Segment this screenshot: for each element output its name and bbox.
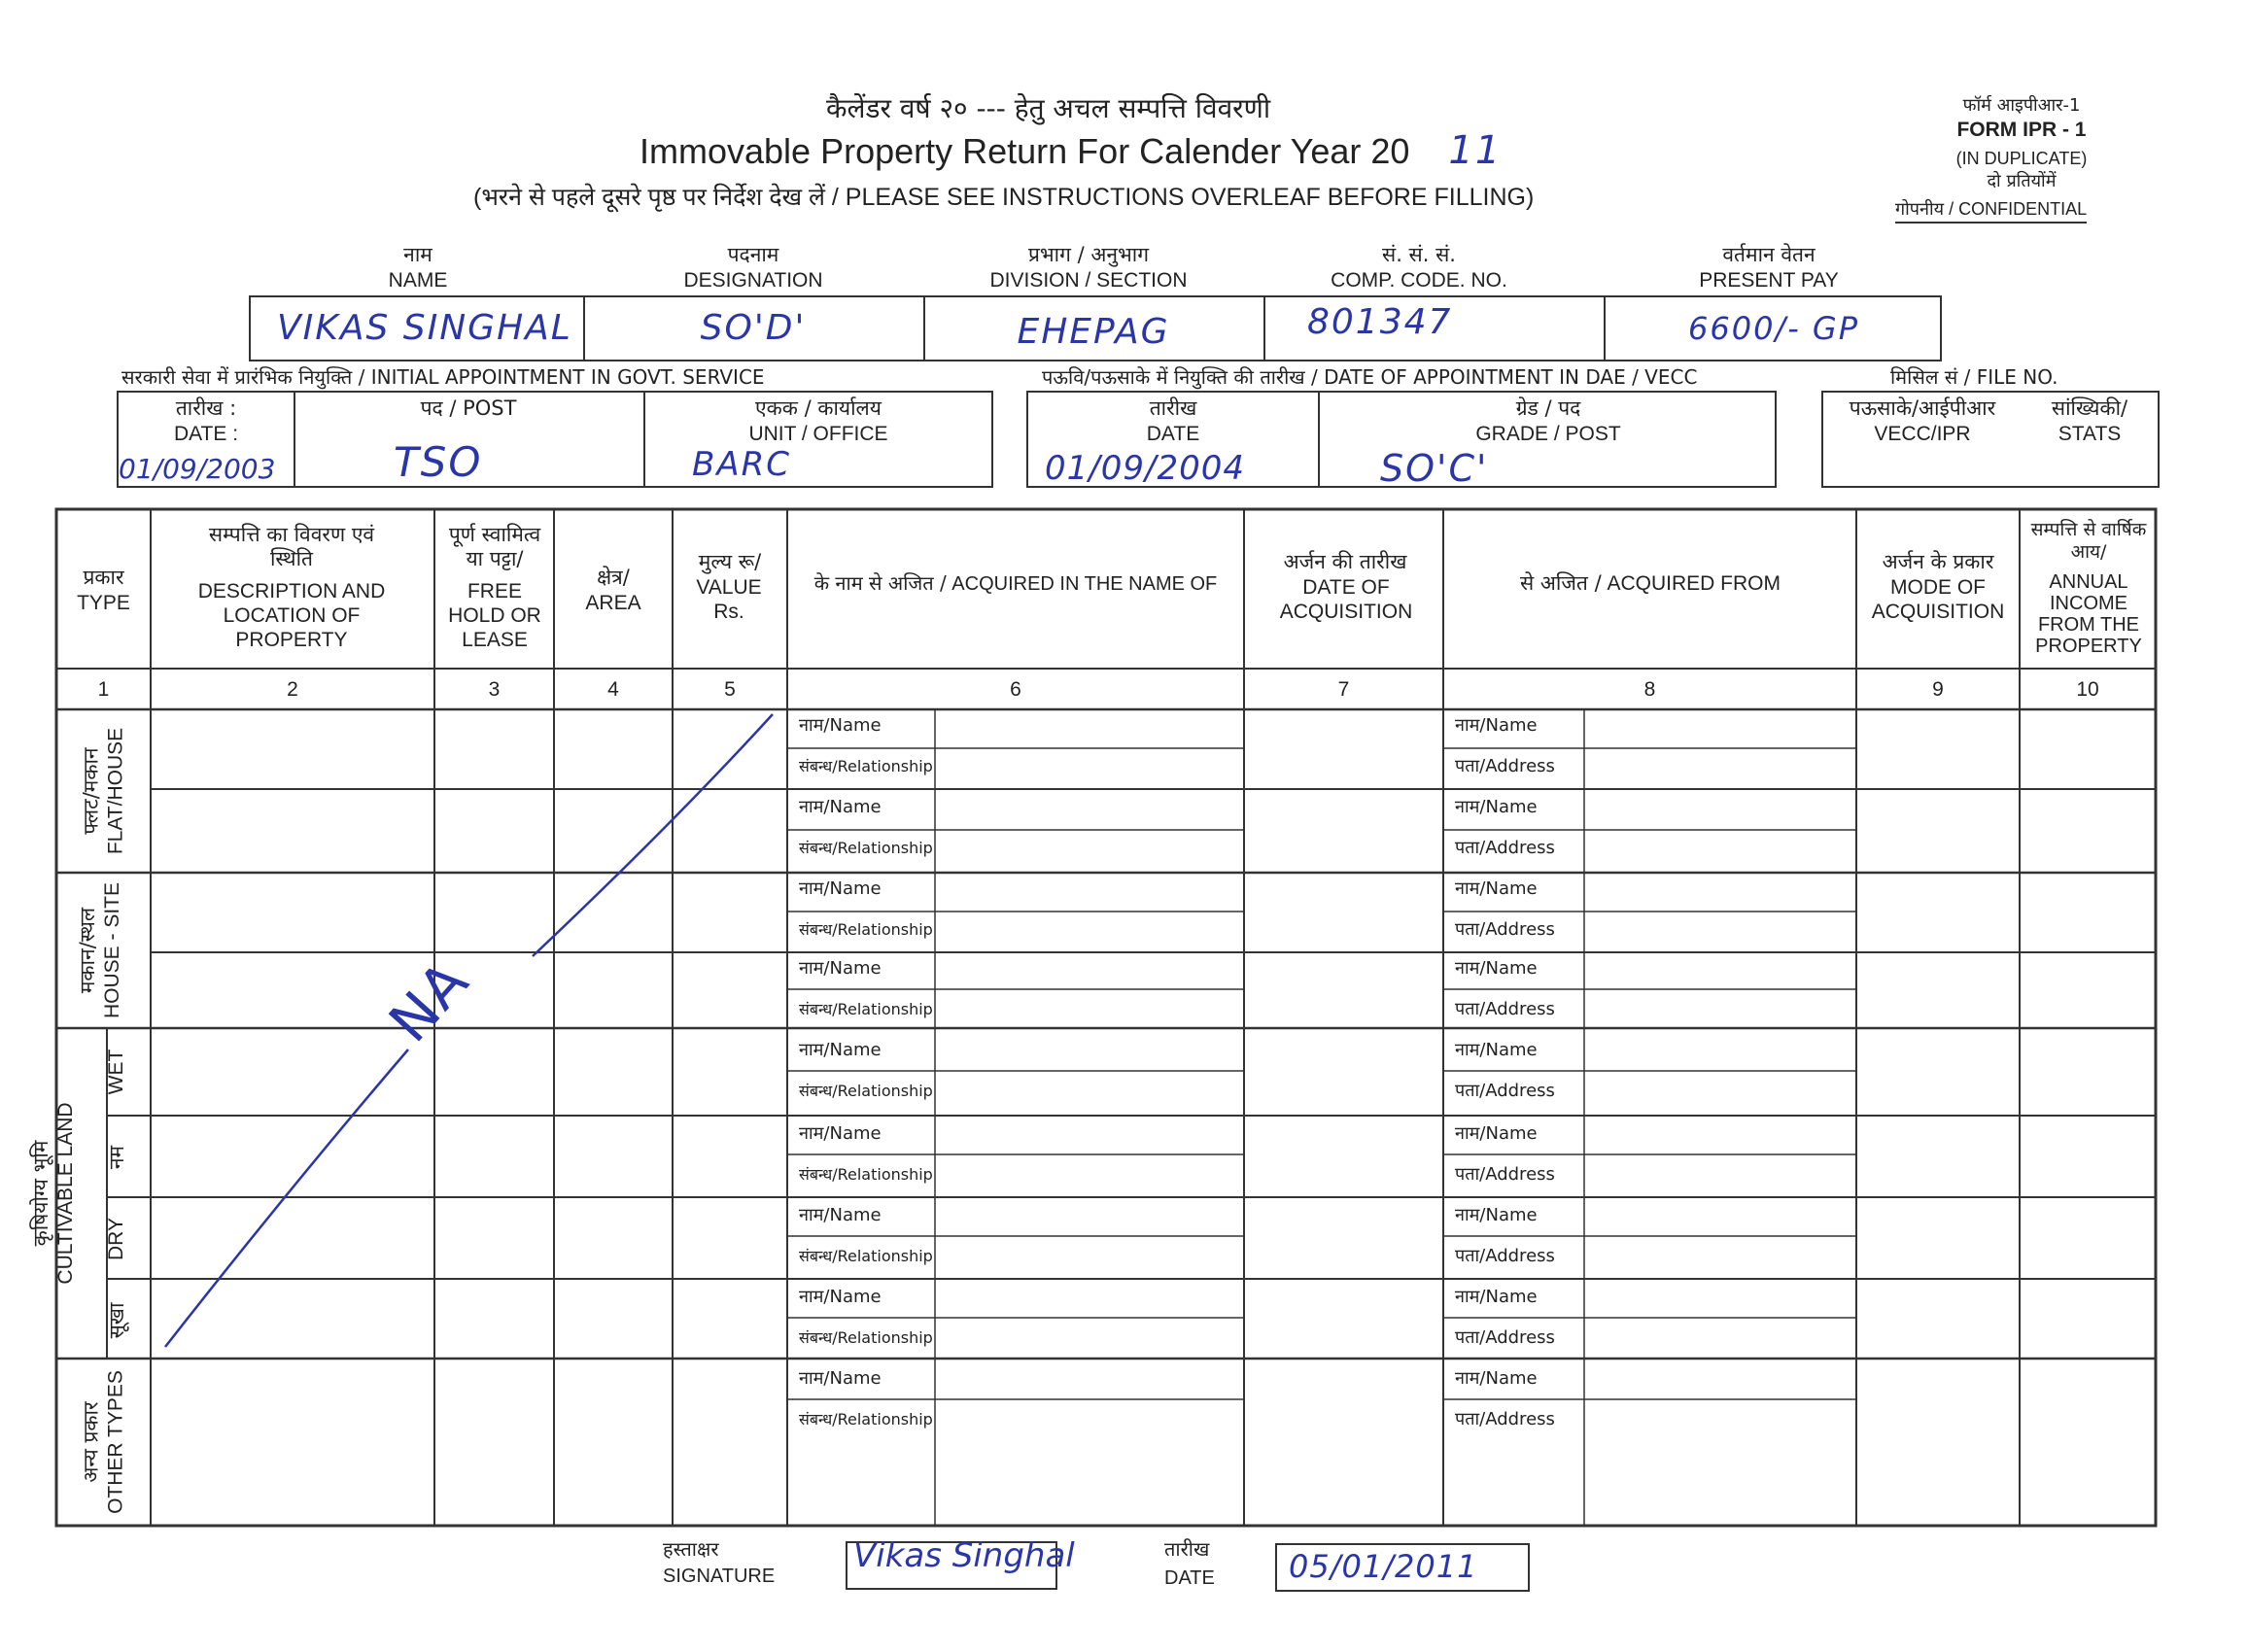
relationship-label-8: संबन्ध/Relationship: [799, 1328, 933, 1347]
year-filled[interactable]: 11: [1448, 128, 1503, 173]
col3-header: FREE HOLD OR LEASE: [448, 580, 541, 651]
dae-grade-label: GRADE / POST: [1475, 423, 1621, 445]
dae-date-label: DATE: [1146, 423, 1200, 445]
from-address-label-1: पता/Address: [1455, 756, 1555, 776]
dae-grade-field[interactable]: SO'C': [1380, 447, 1489, 490]
col8-number: 8: [1643, 678, 1656, 701]
from-name-label-5: नाम/Name: [1455, 1040, 1538, 1060]
file-col2-label-hi: सांख्यिकी/: [2051, 396, 2128, 420]
initial-post-label: पद / POST: [420, 396, 517, 420]
present-pay-label: PRESENT PAY: [1699, 269, 1839, 292]
from-name-label-3: नाम/Name: [1455, 878, 1538, 899]
initial-unit-label-hi: एकक / कार्यालय: [755, 396, 882, 420]
signature-date-label: DATE: [1164, 1567, 1215, 1589]
file-col1-label: VECC/IPR: [1874, 423, 1971, 445]
name-label-9: नाम/Name: [799, 1368, 882, 1389]
col2-header-hi: सम्पत्ति का विवरण एवं स्थिति: [208, 523, 375, 570]
col8-header-hi: से अजित /: [1519, 571, 1602, 595]
from-address-label-7: पता/Address: [1455, 1246, 1555, 1266]
signature-date-label-hi: तारीख: [1164, 1537, 1210, 1561]
comp-code-label-hi: सं. सं. सं.: [1382, 243, 1456, 266]
file-no-section: मिसिल सं / FILE NO.: [1890, 365, 2058, 389]
house-site-label-hi: मकान/स्थल: [76, 907, 99, 994]
flat-house-label: [79, 711, 129, 872]
division-label: DIVISION / SECTION: [989, 269, 1188, 292]
from-address-label-3: पता/Address: [1455, 919, 1555, 940]
instructions-note: (भरने से पहले दूसरे पृष्ठ पर निर्देश देख लें / PLEASE SEE INSTRUCTIONS OVERLEAF BEFORE FILLING): [473, 184, 1535, 211]
col9-header: MODE OF ACQUISITION: [1871, 576, 2005, 623]
cultivable-land-label: [28, 1062, 79, 1325]
col7-header-hi: अर्जन की तारीख: [1283, 550, 1407, 573]
title-hindi: कैलेंडर वर्ष २० --- हेतु अचल सम्पत्ति विवरणी: [826, 92, 1271, 124]
relationship-label-4: संबन्ध/Relationship: [799, 1000, 933, 1018]
from-name-label-4: नाम/Name: [1455, 958, 1538, 979]
designation-label-hi: पदनाम: [727, 243, 779, 266]
signature-label: SIGNATURE: [663, 1566, 776, 1587]
col3-number: 3: [488, 678, 501, 701]
initial-unit-label: UNIT / OFFICE: [748, 423, 888, 445]
name-label-7: नाम/Name: [799, 1205, 882, 1225]
col10-header-hi: सम्पत्ति से वार्षिक आय/: [2030, 519, 2147, 563]
na-mark: NA: [376, 946, 482, 1055]
initial-date-field[interactable]: 01/09/2003: [119, 453, 276, 485]
wet-label: WET: [105, 1049, 127, 1095]
col6-header-en: ACQUIRED IN THE NAME OF: [951, 573, 1218, 595]
from-address-label-5: पता/Address: [1455, 1081, 1555, 1101]
col7-header: DATE OF ACQUISITION: [1279, 576, 1413, 623]
cultivable-land-label-hi: कृषियोग्य भूमि: [29, 1140, 52, 1247]
dae-date-label-hi: तारीख: [1149, 396, 1197, 420]
from-address-label-2: पता/Address: [1455, 838, 1555, 858]
present-pay-label-hi: वर्तमान वेतन: [1722, 243, 1816, 266]
relationship-label-2: संबन्ध/Relationship: [799, 839, 933, 857]
from-name-label-9: नाम/Name: [1455, 1368, 1538, 1389]
col5-header: VALUE Rs.: [696, 576, 762, 623]
col6-header: [789, 571, 1242, 596]
col10-number: 10: [2076, 678, 2099, 701]
col6-number: 6: [1010, 678, 1021, 701]
signature-field[interactable]: Vikas Singhal: [853, 1536, 1075, 1575]
col9-number: 9: [1932, 678, 1944, 701]
dae-grade-label-hi: ग्रेड / पद: [1515, 396, 1581, 420]
other-types-label-hi: अन्य प्रकार: [79, 1401, 103, 1483]
division-label-hi: प्रभाग / अनुभाग: [1027, 243, 1150, 266]
from-address-label-8: पता/Address: [1455, 1327, 1555, 1348]
duplicate-hindi: दो प्रतियोंमें: [1987, 171, 2057, 191]
in-duplicate: (IN DUPLICATE): [1955, 149, 2088, 168]
file-col2-label: STATS: [2058, 423, 2122, 445]
col2-header: DESCRIPTION AND LOCATION OF PROPERTY: [197, 580, 386, 651]
dry-label: DRY: [105, 1218, 127, 1260]
comp-code-label: COMP. CODE. NO.: [1331, 269, 1507, 292]
col1-header-hi: प्रकार: [83, 566, 124, 589]
wet-label-hi: नम: [105, 1145, 128, 1170]
initial-date-label-hi: तारीख :: [175, 396, 237, 420]
cultivable-land-label-en: CULTIVABLE LAND: [54, 1102, 77, 1285]
relationship-label-1: संबन्ध/Relationship: [799, 757, 933, 775]
relationship-label-5: संबन्ध/Relationship: [799, 1082, 933, 1100]
col8-header: [1446, 571, 1854, 596]
name-label-1: नाम/Name: [799, 715, 882, 736]
col4-header: AREA: [585, 592, 641, 614]
col6-header-hi: के नाम से अजित /: [813, 571, 947, 595]
signature-label-hi: हस्ताक्षर: [663, 1537, 719, 1561]
name-label-8: नाम/Name: [799, 1287, 882, 1307]
relationship-label-6: संबन्ध/Relationship: [799, 1165, 933, 1184]
other-types-label: [79, 1362, 129, 1523]
flat-house-label-hi: फ्लट/मकान: [79, 747, 103, 835]
dry-label-hi: सूखा: [105, 1302, 128, 1339]
house-site-label-en: HOUSE - SITE: [101, 881, 123, 1019]
col9-header-hi: अर्जन के प्रकार: [1882, 550, 1994, 573]
from-address-label-4: पता/Address: [1455, 999, 1555, 1019]
name-label-6: नाम/Name: [799, 1123, 882, 1144]
initial-post-field[interactable]: TSO: [394, 438, 483, 486]
col7-number: 7: [1337, 678, 1350, 701]
initial-unit-field[interactable]: BARC: [692, 445, 791, 484]
from-name-label-8: नाम/Name: [1455, 1287, 1538, 1307]
from-address-label-9: पता/Address: [1455, 1409, 1555, 1429]
relationship-label-9: संबन्ध/Relationship: [799, 1410, 933, 1428]
na-strike-line-1: [533, 714, 773, 956]
form-hindi: फॉर्म आइपीआर-1: [1962, 95, 2081, 116]
col8-header-en: ACQUIRED FROM: [1607, 572, 1781, 595]
form-id: FORM IPR - 1: [1956, 119, 2087, 141]
col4-header-hi: क्षेत्र/: [597, 566, 630, 589]
col5-header-hi: मुल्य रू/: [698, 550, 762, 573]
relationship-label-3: संबन्ध/Relationship: [799, 920, 933, 939]
col3-header-hi: पूर्ण स्वामित्व या पट्टा/: [448, 523, 541, 570]
title-english: Immovable Property Return For Calender Year 20: [640, 131, 1410, 171]
initial-appointment-section: सरकारी सेवा में प्रारंभिक नियुक्ति / INITIAL APPOINTMENT IN GOVT. SERVICE: [121, 365, 765, 389]
dae-date-field[interactable]: 01/09/2004: [1045, 449, 1245, 488]
name-label-3: नाम/Name: [799, 878, 882, 899]
present-pay-field[interactable]: 6600/- GP: [1687, 310, 1860, 347]
from-name-label-6: नाम/Name: [1455, 1123, 1538, 1144]
designation-field[interactable]: SO'D': [700, 308, 807, 348]
col1-number: 1: [97, 678, 110, 701]
signature-date-field[interactable]: 05/01/2011: [1289, 1548, 1478, 1585]
name-label-hi: नाम: [403, 243, 432, 266]
file-col1-label-hi: पऊसाके/आईपीआर: [1849, 396, 1996, 420]
name-label-5: नाम/Name: [799, 1040, 882, 1060]
initial-date-label: DATE :: [173, 423, 239, 445]
col4-number: 4: [607, 678, 619, 701]
house-site-label: [75, 874, 125, 1027]
name-label: NAME: [388, 269, 448, 292]
name-label-2: नाम/Name: [799, 797, 882, 817]
col2-number: 2: [287, 678, 298, 701]
name-label-4: नाम/Name: [799, 958, 882, 979]
flat-house-label-en: FLAT/HOUSE: [104, 727, 127, 855]
col1-header: TYPE: [77, 592, 130, 614]
col10-header: ANNUAL INCOME FROM THE PROPERTY: [2035, 571, 2142, 657]
name-field[interactable]: VIKAS SINGHAL: [277, 308, 572, 348]
relationship-label-7: संबन्ध/Relationship: [799, 1247, 933, 1265]
division-field[interactable]: EHEPAG: [1017, 312, 1170, 352]
from-name-label-7: नाम/Name: [1455, 1205, 1538, 1225]
designation-label: DESIGNATION: [683, 269, 823, 292]
from-name-label-1: नाम/Name: [1455, 715, 1538, 736]
from-name-label-2: नाम/Name: [1455, 797, 1538, 817]
other-types-label-en: OTHER TYPES: [104, 1370, 127, 1514]
dae-appointment-section: पऊवि/पऊसाके में नियुक्ति की तारीख / DATE OF APPOINTMENT IN DAE / VECC: [1042, 365, 1698, 389]
from-address-label-6: पता/Address: [1455, 1164, 1555, 1185]
comp-code-field[interactable]: 801347: [1307, 302, 1453, 342]
col5-number: 5: [724, 678, 736, 701]
confidential-label: गोपनीय / CONFIDENTIAL: [1895, 198, 2087, 224]
